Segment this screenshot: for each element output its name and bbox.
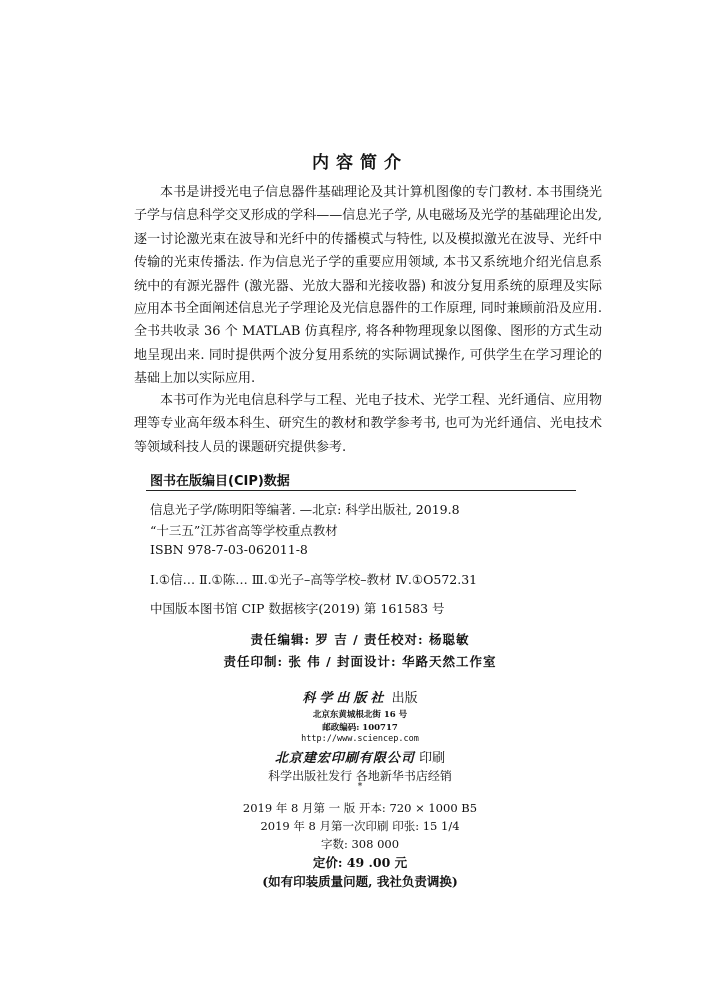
cip-number: 中国版本图书馆 CIP 数据核字(2019) 第 161583 号	[150, 601, 445, 616]
publisher-name: 科学出版社	[302, 691, 388, 706]
editor-credits: 责任编辑: 罗 吉 / 责任校对: 杨聪敏	[250, 632, 470, 647]
printer-suffix: 印刷	[419, 751, 446, 766]
publisher-postcode: 邮政编码: 100717	[322, 723, 398, 733]
publisher-line	[0, 687, 720, 706]
word-count: 字数: 308 000	[320, 837, 400, 851]
cip-description: 信息光子学/陈明阳等编著. —北京: 科学出版社, 2019.8	[150, 502, 460, 517]
cip-subjects: Ⅰ.①信… Ⅱ.①陈… Ⅲ.①光子–高等学校–教材 Ⅳ.①O572.31	[150, 572, 478, 587]
cip-isbn: ISBN 978-7-03-062011-8	[150, 542, 308, 557]
printer-name: 北京建宏印刷有限公司	[274, 751, 415, 766]
edition-line-2: 2019 年 8 月第一次印刷 印张: 15 1/4	[260, 819, 460, 833]
separator-star: *	[357, 782, 363, 792]
summary-paragraph-2: 本书全面阐述信息光子学理论及光信息器件的工作原理, 同时兼顾前沿及应用. 全书共收录 36 个 MATLAB 仿真程序, 将各种物理现象以图像、图形的方式生动地呈现出来. 同时提供两个波分复用系统的实际调试操作, 可供学生在学习理论的基础上加以实际应用.	[134, 301, 602, 387]
publisher-suffix: 出版	[391, 691, 418, 706]
edition-line-1: 2019 年 8 月第 一 版 开本: 720 × 1000 B5	[242, 801, 478, 815]
price: 定价: 49 .00 元	[312, 855, 408, 870]
publisher-address: 北京东黄城根北街 16 号	[312, 710, 408, 720]
publisher-website: http://www.sciencep.com	[301, 734, 419, 744]
cip-series: “十三五”江苏省高等学校重点教材	[150, 523, 338, 538]
summary-paragraph-3: 本书可作为光电信息科学与工程、光电子技术、光学工程、光纤通信、应用物理等专业高年级本科生、研究生的教材和教学参考书, 也可为光纤通信、光电技术等领域科技人员的课题研究提供参考.	[134, 393, 603, 455]
cip-divider	[146, 490, 576, 491]
printer-line	[0, 747, 720, 766]
cip-heading: 图书在版编目(CIP)数据	[150, 474, 290, 489]
distribution-line: 科学出版社发行 各地新华书店经销	[268, 769, 452, 783]
summary-title: 内容简介	[312, 153, 408, 173]
summary-paragraph-1: 本书是讲授光电子信息器件基础理论及其计算机图像的专门教材. 本书围绕光子学与信息科学交叉形成的学科——信息光子学, 从电磁场及光学的基础理论出发, 逐一讨论激光束在波导和光纤中的传播模式与特性, 以及模拟激光在波导、光纤中传输的光束传播法. 作为信息光子学的重要应用领域, 本书又系统地介绍光信息系统中的有源光器件 (激光器、光放大器和光接收器) 和波分复用系统的原理及实际应用.	[134, 185, 602, 318]
quality-notice: (如有印装质量问题, 我社负责调换)	[262, 874, 458, 889]
printing-credits: 责任印制: 张 伟 / 封面设计: 华路天然工作室	[223, 654, 497, 669]
